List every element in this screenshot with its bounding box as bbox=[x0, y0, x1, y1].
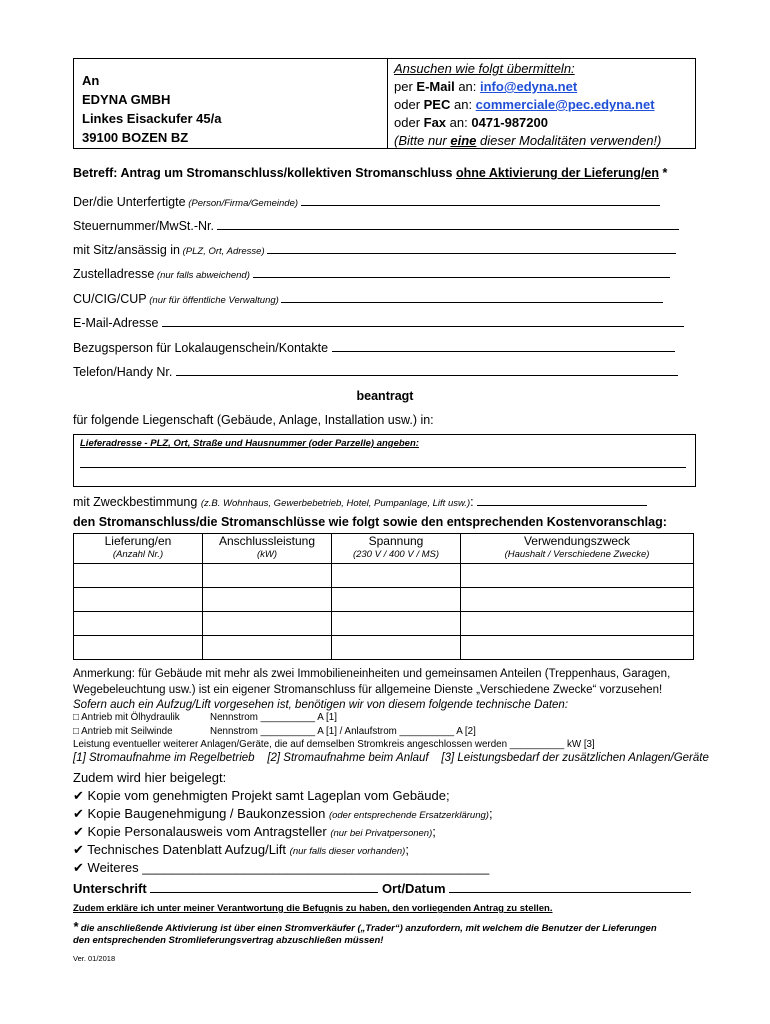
table-cell[interactable] bbox=[203, 612, 332, 636]
header-sub: (Anzahl Nr.) bbox=[112, 549, 164, 560]
email-label: E-Mail bbox=[416, 79, 455, 94]
email-link[interactable]: info@edyna.net bbox=[480, 79, 578, 94]
connections-table bbox=[73, 533, 694, 660]
table-header bbox=[461, 534, 694, 564]
text: eine bbox=[450, 133, 477, 148]
text: die anschließende Aktivierung ist über einen Stromverkäufer („Trader“) anzufordern, mit welchem die Benutzer der Lieferungen bbox=[80, 923, 657, 934]
header-title: Lieferung/en bbox=[104, 534, 172, 548]
table-row bbox=[74, 636, 694, 660]
hint: (nur bei Privatpersonen) bbox=[330, 828, 433, 839]
rope-row bbox=[73, 726, 476, 737]
delivery-box-label: Lieferadresse - PLZ, Ort, Straße und Hausnummer (oder Parzelle) angeben: bbox=[80, 438, 419, 449]
text: Betreff: Antrag um Stromanschluss/kollektiven Stromanschluss bbox=[73, 166, 456, 180]
footnote-star: * bbox=[73, 919, 79, 934]
header-sub: (230 V / 400 V / MS) bbox=[352, 549, 440, 560]
checkmark-icon: ✔ bbox=[73, 806, 84, 821]
table-cell[interactable] bbox=[203, 636, 332, 660]
field-label: Telefon/Handy Nr. bbox=[73, 365, 176, 379]
submission-methods bbox=[388, 59, 695, 148]
text: Nennstrom __________ A [1] / Anlaufstrom __________ A [2] bbox=[210, 726, 476, 737]
address-line: 39100 BOZEN BZ bbox=[82, 130, 189, 145]
field-label: E-Mail-Adresse bbox=[73, 316, 162, 330]
table-cell[interactable] bbox=[74, 636, 203, 660]
field-label: Der/die Unterfertigte bbox=[73, 195, 186, 209]
attachment-item bbox=[73, 824, 436, 840]
header-sub: (Haushalt / Verschiedene Zwecke) bbox=[504, 549, 650, 560]
input-line[interactable] bbox=[217, 219, 679, 230]
header-title: Spannung bbox=[368, 534, 424, 548]
hint: (nur falls dieser vorhanden) bbox=[289, 846, 406, 857]
table-header bbox=[74, 534, 203, 564]
remark-line-2: Wegebeleuchtung usw.) ist ein eigener Stromanschluss für allgemeine Dienste „Verschiedene Zwecke“ vorzusehen! bbox=[73, 684, 663, 696]
other-power-row: Leistung eventueller weiterer Anlagen/Geräte, die auf demselben Stromkreis angeschlossen werden __________ kW [3] bbox=[73, 739, 595, 750]
field-label: Steuernummer/MwSt.-Nr. bbox=[73, 219, 218, 233]
table-cell[interactable] bbox=[203, 564, 332, 588]
input-line[interactable] bbox=[267, 243, 676, 254]
text: ; bbox=[432, 824, 436, 839]
text: Kopie vom genehmigten Projekt samt Lageplan vom Gebäude; bbox=[87, 788, 450, 803]
text: mit Zweckbestimmung bbox=[73, 495, 201, 509]
field-hint: (z.B. Wohnhaus, Gewerbebetrieb, Hotel, Pumpanlage, Lift usw.) bbox=[200, 498, 471, 509]
table-row bbox=[74, 588, 694, 612]
lift-note: Sofern auch ein Aufzug/Lift vorgesehen ist, benötigen wir von diesem folgende technische Daten: bbox=[73, 699, 569, 711]
header-title: Anschlussleistung bbox=[218, 534, 316, 548]
pec-label: PEC bbox=[423, 97, 451, 112]
header-sub: (kW) bbox=[256, 549, 278, 560]
table-cell[interactable] bbox=[203, 588, 332, 612]
attachments-heading: Zudem wird hier beigelegt: bbox=[73, 770, 227, 785]
rope-option[interactable]: □ Antrieb mit Seilwinde bbox=[73, 726, 173, 737]
field-undersigned bbox=[73, 195, 660, 209]
table-cell[interactable] bbox=[332, 588, 461, 612]
signature-label: Unterschrift bbox=[73, 881, 147, 896]
version: Ver. 01/2018 bbox=[73, 954, 116, 963]
field-hint: (PLZ, Ort, Adresse) bbox=[179, 246, 268, 257]
requested-heading: beantragt bbox=[356, 389, 414, 403]
field-contact-person bbox=[73, 341, 675, 355]
table-cell[interactable] bbox=[461, 588, 694, 612]
declaration: Zudem erkläre ich unter meiner Verantwortung die Befugnis zu haben, den vorliegenden Antrag zu stellen. bbox=[73, 903, 553, 914]
purpose-row bbox=[73, 495, 647, 509]
fax-row bbox=[394, 114, 695, 132]
text: : bbox=[470, 495, 478, 509]
field-label: Bezugsperson für Lokalaugenschein/Kontakte bbox=[73, 341, 332, 355]
text: dieser Modalitäten verwenden!) bbox=[476, 133, 662, 148]
text: oder bbox=[394, 115, 424, 130]
input-line[interactable] bbox=[253, 267, 670, 278]
text: Kopie Baugenehmigung / Baukonzession bbox=[87, 806, 329, 821]
input-line[interactable] bbox=[281, 292, 663, 303]
field-label: Zustelladresse bbox=[73, 267, 155, 281]
table-cell[interactable] bbox=[74, 588, 203, 612]
text: oder bbox=[394, 97, 424, 112]
field-label: CU/CIG/CUP bbox=[73, 292, 147, 306]
signature-row bbox=[73, 881, 691, 896]
table-row bbox=[74, 564, 694, 588]
table-header bbox=[332, 534, 461, 564]
footnote: [1] Stromaufnahme im Regelbetrieb bbox=[73, 752, 255, 764]
text: ohne Aktivierung der Lieferung/en bbox=[455, 166, 660, 180]
text: (Bitte nur bbox=[394, 133, 451, 148]
text: * bbox=[659, 166, 668, 180]
table-cell[interactable] bbox=[461, 564, 694, 588]
text: Nennstrom __________ A [1] bbox=[210, 712, 337, 723]
submission-note bbox=[394, 132, 695, 150]
field-cu-cig-cup bbox=[73, 292, 663, 306]
table-cell[interactable] bbox=[461, 636, 694, 660]
attachment-item bbox=[73, 842, 409, 858]
input-line[interactable] bbox=[477, 495, 647, 506]
input-line[interactable] bbox=[332, 341, 675, 352]
delivery-address-box bbox=[73, 434, 696, 487]
checkmark-icon: ✔ bbox=[73, 788, 84, 803]
table-cell[interactable] bbox=[332, 564, 461, 588]
subject-line bbox=[73, 166, 667, 180]
field-delivery-address bbox=[73, 267, 670, 281]
table-cell[interactable] bbox=[74, 564, 203, 588]
table-cell[interactable] bbox=[332, 636, 461, 660]
email-row bbox=[394, 78, 695, 96]
table-row bbox=[74, 612, 694, 636]
delivery-address-input[interactable] bbox=[80, 467, 686, 468]
attachment-item bbox=[73, 806, 493, 822]
table-header bbox=[203, 534, 332, 564]
connections-heading: den Stromanschluss/die Stromanschlüsse wie folgt sowie den entsprechenden Kostenvoranschlag: bbox=[73, 515, 667, 529]
header-title: Verwendungszweck bbox=[523, 534, 631, 548]
hydraulic-row bbox=[73, 712, 337, 723]
field-phone bbox=[73, 365, 678, 379]
address-line: Linkes Eisackufer 45/a bbox=[82, 111, 222, 126]
field-hint: (nur für öffentliche Verwaltung) bbox=[146, 295, 282, 306]
footnote: [3] Leistungsbedarf der zusätzlichen Anlagen/Geräte bbox=[441, 752, 709, 764]
text: an: bbox=[446, 115, 472, 130]
field-email bbox=[73, 316, 684, 330]
footnotes-row bbox=[73, 752, 709, 764]
place-date-input[interactable] bbox=[449, 882, 691, 893]
input-line[interactable] bbox=[301, 195, 660, 206]
attachment-item bbox=[73, 788, 450, 804]
address-line: EDYNA GMBH bbox=[82, 92, 171, 107]
submission-heading: Ansuchen wie folgt übermitteln: bbox=[394, 61, 575, 76]
remark-line-1: Anmerkung: für Gebäude mit mehr als zwei Immobilieneinheiten und gemeinsamen Anteilen (Treppenhaus, Garagen, bbox=[73, 668, 671, 680]
table-cell[interactable] bbox=[332, 612, 461, 636]
checkmark-icon: ✔ bbox=[73, 860, 84, 875]
hydraulic-option[interactable]: □ Antrieb mit Ölhydraulik bbox=[73, 712, 180, 723]
pec-row bbox=[394, 96, 695, 114]
input-line[interactable] bbox=[176, 365, 678, 376]
signature-input[interactable] bbox=[150, 882, 378, 893]
text: per bbox=[394, 79, 417, 94]
field-label: mit Sitz/ansässig in bbox=[73, 243, 180, 257]
pec-link[interactable]: commerciale@pec.edyna.net bbox=[475, 97, 655, 112]
table-cell[interactable] bbox=[461, 612, 694, 636]
text: Kopie Personalausweis vom Antragsteller bbox=[87, 824, 331, 839]
field-seat bbox=[73, 243, 676, 257]
hint: (oder entsprechende Ersatzerklärung) bbox=[328, 810, 489, 821]
text: an: bbox=[454, 79, 480, 94]
field-tax-number bbox=[73, 219, 679, 233]
table-header-row bbox=[74, 534, 694, 564]
checkmark-icon: ✔ bbox=[73, 824, 84, 839]
table-cell[interactable] bbox=[74, 612, 203, 636]
recipient-address bbox=[74, 59, 388, 148]
text: an: bbox=[450, 97, 476, 112]
fax-number: 0471-987200 bbox=[471, 115, 548, 130]
address-line: An bbox=[82, 73, 100, 88]
text: ; bbox=[405, 842, 409, 857]
field-hint: (nur falls abweichend) bbox=[154, 270, 253, 281]
attachment-item bbox=[73, 860, 489, 876]
input-line[interactable] bbox=[162, 316, 684, 327]
fax-label: Fax bbox=[423, 115, 447, 130]
checkmark-icon: ✔ bbox=[73, 842, 84, 857]
header-box bbox=[73, 58, 696, 149]
place-date-label: Ort/Datum bbox=[381, 881, 446, 896]
field-hint: (Person/Firma/Gemeinde) bbox=[185, 198, 301, 209]
footnote-line-1 bbox=[73, 919, 657, 934]
footnote: [2] Stromaufnahme beim Anlauf bbox=[267, 752, 429, 764]
property-intro: für folgende Liegenschaft (Gebäude, Anlage, Installation usw.) in: bbox=[73, 413, 434, 427]
text: Technisches Datenblatt Aufzug/Lift bbox=[87, 842, 290, 857]
text: ; bbox=[488, 806, 493, 821]
footnote-line-2: den entsprechenden Stromlieferungsvertrag abzuschließen müssen! bbox=[73, 935, 384, 946]
text: Weiteres ________________________________________________ bbox=[87, 860, 490, 875]
